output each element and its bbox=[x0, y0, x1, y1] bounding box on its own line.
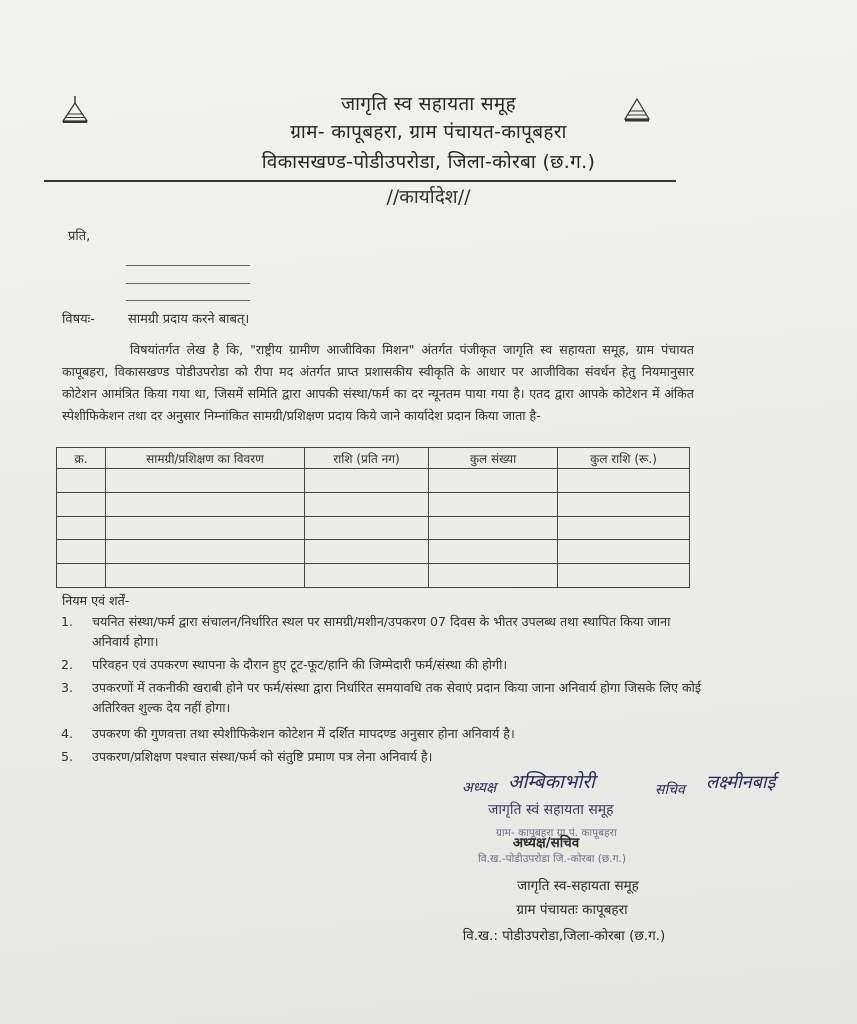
recipient-blank-3 bbox=[126, 300, 250, 301]
table-row bbox=[57, 540, 690, 564]
footer-org: जागृति स्व-सहायता समूह bbox=[517, 878, 639, 894]
body-paragraph bbox=[62, 339, 694, 427]
term-text: उपकरण/प्रशिक्षण पश्चात संस्था/फर्म को संतुष्टि प्रमाण पत्र लेना अनिवार्य है। bbox=[92, 749, 433, 764]
table-header-row bbox=[57, 448, 690, 469]
items-table bbox=[56, 447, 690, 588]
term-item bbox=[52, 612, 702, 652]
doc-title: //कार्यादेश// bbox=[386, 186, 471, 208]
recipient-label: प्रति, bbox=[68, 229, 91, 244]
secretary-label: सचिव bbox=[655, 782, 685, 798]
subject-label: विषयः- bbox=[62, 312, 95, 327]
stamp-line-3: वि.ख.-पोडीउपरोडा जि.-कोरबा (छ.ग.) bbox=[478, 853, 626, 865]
stamp-line-2: ग्राम- कापूबहरा ग्रा.पं. कापूबहरा bbox=[496, 827, 617, 839]
col-description: सामग्री/प्रशिक्षण का विवरण bbox=[106, 448, 305, 469]
term-number: 4. bbox=[60, 726, 74, 741]
term-item bbox=[52, 678, 702, 718]
term-number: 1. bbox=[60, 614, 74, 629]
footer-panchayat: ग्राम पंचायतः कापूबहरा bbox=[516, 902, 628, 918]
term-item bbox=[52, 655, 702, 675]
term-number: 3. bbox=[60, 680, 74, 695]
table-row bbox=[57, 564, 690, 588]
term-text: चयनित संस्था/फर्म द्वारा संचालन/निर्धारित स्थल पर सामग्री/मशीन/उपकरण 07 दिवस के भीतर उपलब्ध तथा स्थापित किया जाना अनिवार्य होगा। bbox=[92, 614, 671, 649]
president-label: अध्यक्ष bbox=[462, 780, 497, 796]
address-line-2: विकासखण्ड-पोडीउपरोडा, जिला-कोरबा (छ.ग.) bbox=[261, 151, 596, 173]
recipient-blank-2 bbox=[126, 283, 250, 284]
footer-block: वि.ख.: पोडीउपरोडा,जिला-कोरबा (छ.ग.) bbox=[462, 928, 666, 944]
stamp-line-1: जागृति स्वं सहायता समूह bbox=[488, 802, 614, 818]
president-signature: अम्बिकाभोरी bbox=[508, 771, 595, 793]
term-number: 2. bbox=[60, 657, 74, 672]
term-item bbox=[52, 747, 702, 767]
recipient-blank-1 bbox=[126, 265, 250, 266]
address-line-1: ग्राम- कापूबहरा, ग्राम पंचायत-कापूबहरा bbox=[290, 121, 567, 143]
table-row bbox=[57, 492, 690, 516]
subject-text: सामग्री प्रदाय करने बाबत्। bbox=[128, 312, 250, 327]
term-item bbox=[52, 724, 702, 744]
table-row bbox=[57, 469, 690, 493]
org-name: जागृति स्व सहायता समूह bbox=[341, 93, 516, 115]
terms-title: नियम एवं शर्तें- bbox=[62, 593, 130, 608]
header-divider bbox=[44, 180, 676, 182]
term-text: उपकरणों में तकनीकी खराबी होने पर फर्म/संस्था द्वारा निर्धारित समयावधि तक सेवाएं प्रदान किया जाना अनिवार्य होगा जिसके लिए कोई अतिरिक्त शुल्क देय नहीं होगा। bbox=[92, 680, 702, 715]
term-text: उपकरण की गुणवत्ता तथा स्पेशीफिकेशन कोटेशन में दर्शित मापदण्ड अनुसार होना अनिवार्य है। bbox=[92, 726, 515, 741]
col-serial: क्र. bbox=[57, 448, 106, 469]
col-quantity: कुल संख्या bbox=[429, 448, 558, 469]
col-rate: राशि (प्रति नग) bbox=[305, 448, 429, 469]
footer-designation: अध्यक्ष/सचिव bbox=[512, 835, 580, 851]
term-number: 5. bbox=[60, 749, 74, 764]
secretary-signature: लक्ष्मीनबाई bbox=[706, 772, 776, 793]
table-row bbox=[57, 516, 690, 540]
body-text: विषयांतर्गत लेख है कि, "राष्ट्रीय ग्रामीण आजीविका मिशन" अंतर्गत पंजीकृत जागृति स्व सहायता समूह, ग्राम पंचायत कापूबहरा, विकासखण्ड पोडीउपरोडा को रीपा मद अंतर्गत प्राप्त प्रशासकीय स्वीकृति के आधार पर आजीविका संवर्धन हेतु नियमानुसार कोटेशन आमंत्रित किया गया था, जिसमें समिति द्वारा आपकी संस्था/फर्म का दर न्यूनतम पाया गया है। एतद द्वारा आपके कोटेशन में अंकित स्पेशीफिकेशन तथा दर अनुसार निम्नांकित सामग्री/प्रशिक्षण प्रदाय किये जाने कार्यादेश प्रदान किया जाता है- bbox=[62, 342, 694, 423]
col-amount: कुल राशि (रू.) bbox=[558, 448, 690, 469]
term-text: परिवहन एवं उपकरण स्थापना के दौरान हुए टूट-फूट/हानि की जिम्मेदारी फर्म/संस्था की होगी। bbox=[92, 657, 508, 672]
